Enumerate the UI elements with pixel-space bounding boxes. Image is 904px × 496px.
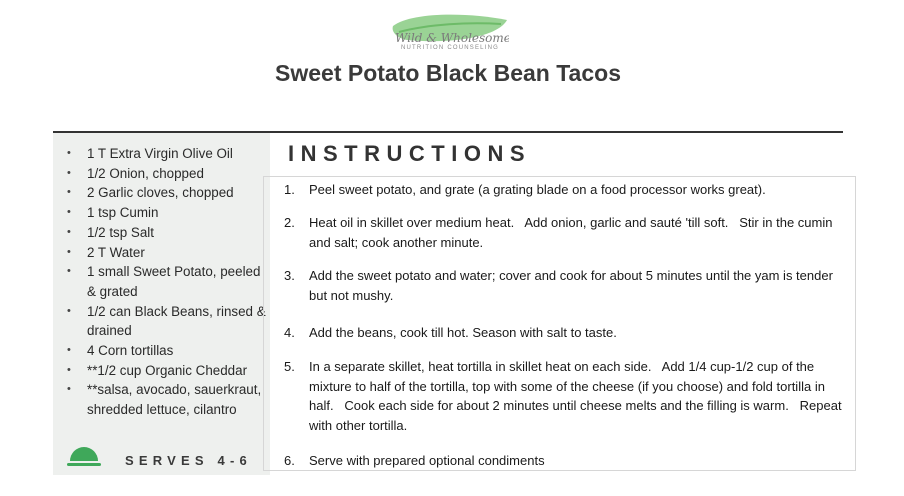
ingredient-item: • **1/2 cup Organic Cheddar	[53, 361, 270, 381]
ingredient-item: • 2 T Water	[53, 243, 270, 263]
step-text: Heat oil in skillet over medium heat. Add onion, garlic and sauté 'till soft. Stir in the cumin and salt; cook another minute.	[309, 215, 837, 250]
instruction-step	[284, 213, 849, 252]
ingredient-item: • 1/2 can Black Beans, rinsed & drained	[53, 302, 270, 341]
instruction-step	[284, 357, 849, 435]
instruction-step	[284, 266, 849, 305]
ingredient-item: • **salsa, avocado, sauerkraut, shredded lettuce, cilantro	[53, 380, 270, 419]
instructions-heading: INSTRUCTIONS	[288, 141, 531, 166]
instruction-step	[284, 451, 849, 471]
step-text: Add the sweet potato and water; cover and cook for about 5 minutes until the yam is tender but not mushy.	[309, 268, 837, 303]
ingredients-sidebar	[53, 133, 270, 475]
ingredients-list	[53, 144, 270, 420]
recipe-title: Sweet Potato Black Bean Tacos	[275, 60, 621, 86]
logo-tagline: NUTRITION COUNSELING	[400, 45, 499, 51]
step-number: 2.	[284, 215, 295, 230]
instruction-step	[284, 180, 849, 200]
instructions-box	[263, 176, 856, 471]
step-text: Peel sweet potato, and grate (a grating blade on a food processor works great).	[309, 182, 766, 197]
serving-dish-icon	[67, 444, 101, 468]
step-number: 6.	[284, 453, 295, 468]
ingredient-item: • 1 tsp Cumin	[53, 203, 270, 223]
step-text: Add the beans, cook till hot. Season with salt to taste.	[309, 325, 617, 340]
ingredient-item: • 1/2 tsp Salt	[53, 223, 270, 243]
ingredient-item: • 1/2 Onion, chopped	[53, 164, 270, 184]
ingredient-item: • 1 T Extra Virgin Olive Oil	[53, 144, 270, 164]
ingredient-item: • 2 Garlic cloves, chopped	[53, 183, 270, 203]
step-number: 4.	[284, 325, 295, 340]
ingredient-item: • 1 small Sweet Potato, peeled & grated	[53, 262, 270, 301]
step-number: 1.	[284, 182, 295, 197]
step-text: In a separate skillet, heat tortilla in skillet heat on each side. Add 1/4 cup-1/2 cup of the mixture to half of the tortilla, top with some of the cheese (if you choose) and fold tortilla in half. Cook each side for about 2 minutes until cheese melts and the filling is warm. Repeat with other tortilla.	[309, 359, 846, 433]
svg-text:Wild & Wholesome: Wild & Wholesome	[395, 31, 509, 45]
serves-label: SERVES 4-6	[125, 453, 252, 468]
step-number: 5.	[284, 359, 295, 374]
instruction-step	[284, 323, 849, 343]
step-text: Serve with prepared optional condiments	[309, 453, 545, 468]
step-number: 3.	[284, 268, 295, 283]
ingredient-item: • 4 Corn tortillas	[53, 341, 270, 361]
